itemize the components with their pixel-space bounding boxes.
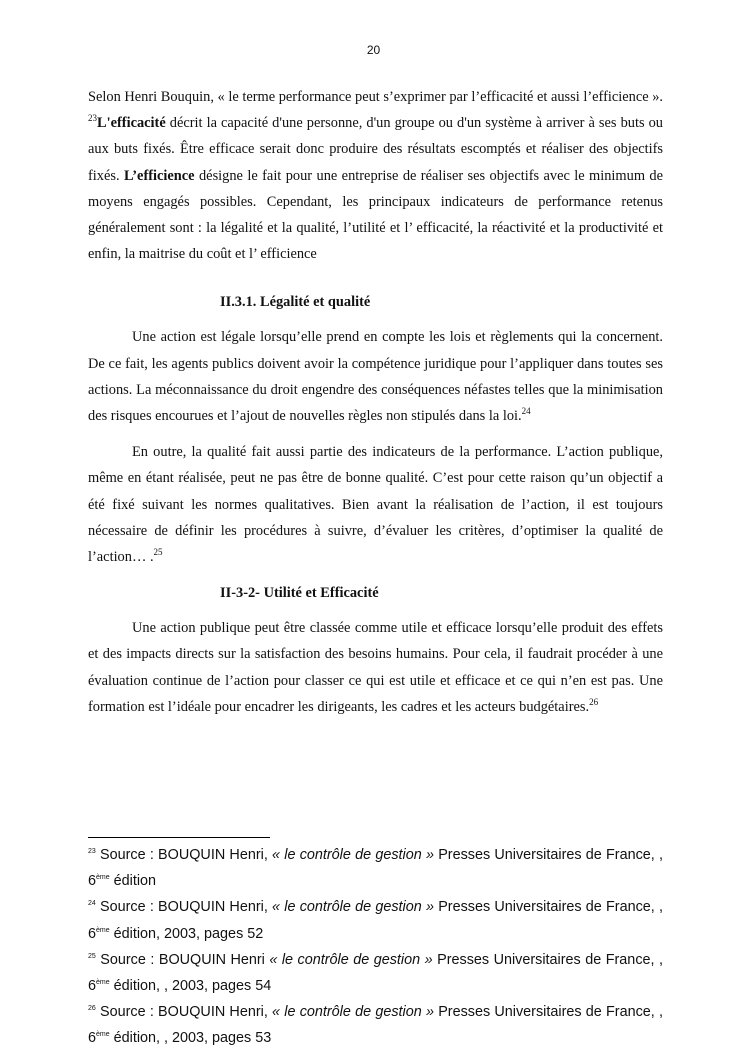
intro-text-1: Selon Henri Bouquin, « le terme performance peut s’exprimer par l’efficacité et aussi l’efficience ». <box>88 89 663 105</box>
book-title: « le contrôle de gestion » <box>272 1004 434 1021</box>
body-text <box>88 84 663 720</box>
footnote-number: 25 <box>88 953 96 961</box>
section-heading-utilite: II-3-2- Utilité et Efficacité <box>220 585 379 602</box>
section-heading-legalite: II.3.1. Légalité et qualité <box>220 294 371 311</box>
intro-paragraph <box>88 84 663 267</box>
book-title: « le contrôle de gestion » <box>269 951 433 968</box>
paragraph-qualite <box>88 439 663 570</box>
footnote-number: 23 <box>88 848 96 856</box>
footnote-ref-24[interactable]: 24 <box>521 406 531 417</box>
book-title: « le contrôle de gestion » <box>272 847 434 863</box>
page-number: 20 <box>366 43 381 57</box>
book-title: « le contrôle de gestion » <box>272 899 434 916</box>
term-efficience: L’efficience <box>123 167 195 184</box>
paragraph-text: Une action publique peut être classée comme utile et efficace lorsqu’elle produit des effets et des impacts directs sur la satisfaction des besoins humains. Pour cela, il faudrait procéder à une évaluation continue de l’action pour classer ce qui est utile et efficace et ce qui n’en est pas. Une formation est l’idéale pour encadrer les dirigeants, les cadres et les acteurs budgétaires. <box>88 620 663 715</box>
paragraph-text: Une action est légale lorsqu’elle prend en compte les lois et règlements qui la concernent. De ce fait, les agents publics doivent avoir la compétence juridique pour l’appliquer dans toutes ses actions. La méconnaissance du droit engendre des conséquences néfastes telles que la minimisation des risques encourues et l’ajout de nouvelles règles non stipulés dans la loi. <box>88 329 663 425</box>
footnote-ref-26[interactable]: 26 <box>589 697 599 708</box>
footnote-23: $^{23}$ Source : BOUQUIN Henri, « le contrôle de gestion » Presses Universitaires de France, , 6ème édition <box>88 847 664 890</box>
footnote-25: $^{25}$ Source : BOUQUIN Henri « le contrôle de gestion » Presses Universitaires de France, , 6ème édition, , 2003, pages 54 <box>88 951 663 995</box>
intro-text-3: désigne le fait pour une entreprise de réaliser ses objectifs avec le minimum de moyens engagés possibles. Cependant, les principaux indicateurs de performance retenus généralement sont : la légalité et la qualité, l’utilité et l’ efficacité, la réactivité et la productivité et enfin, la maitrise du coût et l’ efficience <box>88 167 664 263</box>
paragraph-legalite <box>88 324 663 429</box>
footnote-separator <box>88 837 270 838</box>
paragraph-utilite <box>88 615 663 720</box>
footnote-number: 26 <box>88 1005 96 1013</box>
footnote-26: $^{26}$ Source : BOUQUIN Henri, « le contrôle de gestion » Presses Universitaires de France, , 6ème édition, , 2003, pages 53 <box>88 1004 664 1047</box>
footnotes <box>88 842 663 1052</box>
intro-text-2: décrit la capacité d'une personne, d'un groupe ou d'un système à arriver à ses buts ou aux buts fixés. Être efficace serait donc produire des résultats escomptés et réaliser des objectifs fixés. <box>88 115 663 184</box>
term-efficacite: L'efficacité <box>97 115 166 132</box>
footnote-24: $^{24}$ Source : BOUQUIN Henri, « le contrôle de gestion » Presses Universitaires de France, , 6ème édition, 2003, pages 52 <box>88 899 664 942</box>
footnote-ref-25[interactable]: 25 <box>153 547 163 558</box>
footnote-ref-23[interactable]: 23 <box>88 113 97 124</box>
paragraph-text: En outre, la qualité fait aussi partie des indicateurs de la performance. L’action publique, même en étant réalisée, peut ne pas être de bonne qualité. C’est pour cette raison qu’un objectif a été fixé suivant les normes qualitatives. Bien avant la réalisation de l’action, il est toujours nécessaire de définir les procédures à suivre, d’évaluer les critères, d’optimiser la qualité de l’action… . <box>88 444 663 566</box>
footnote-number: 24 <box>88 900 96 908</box>
